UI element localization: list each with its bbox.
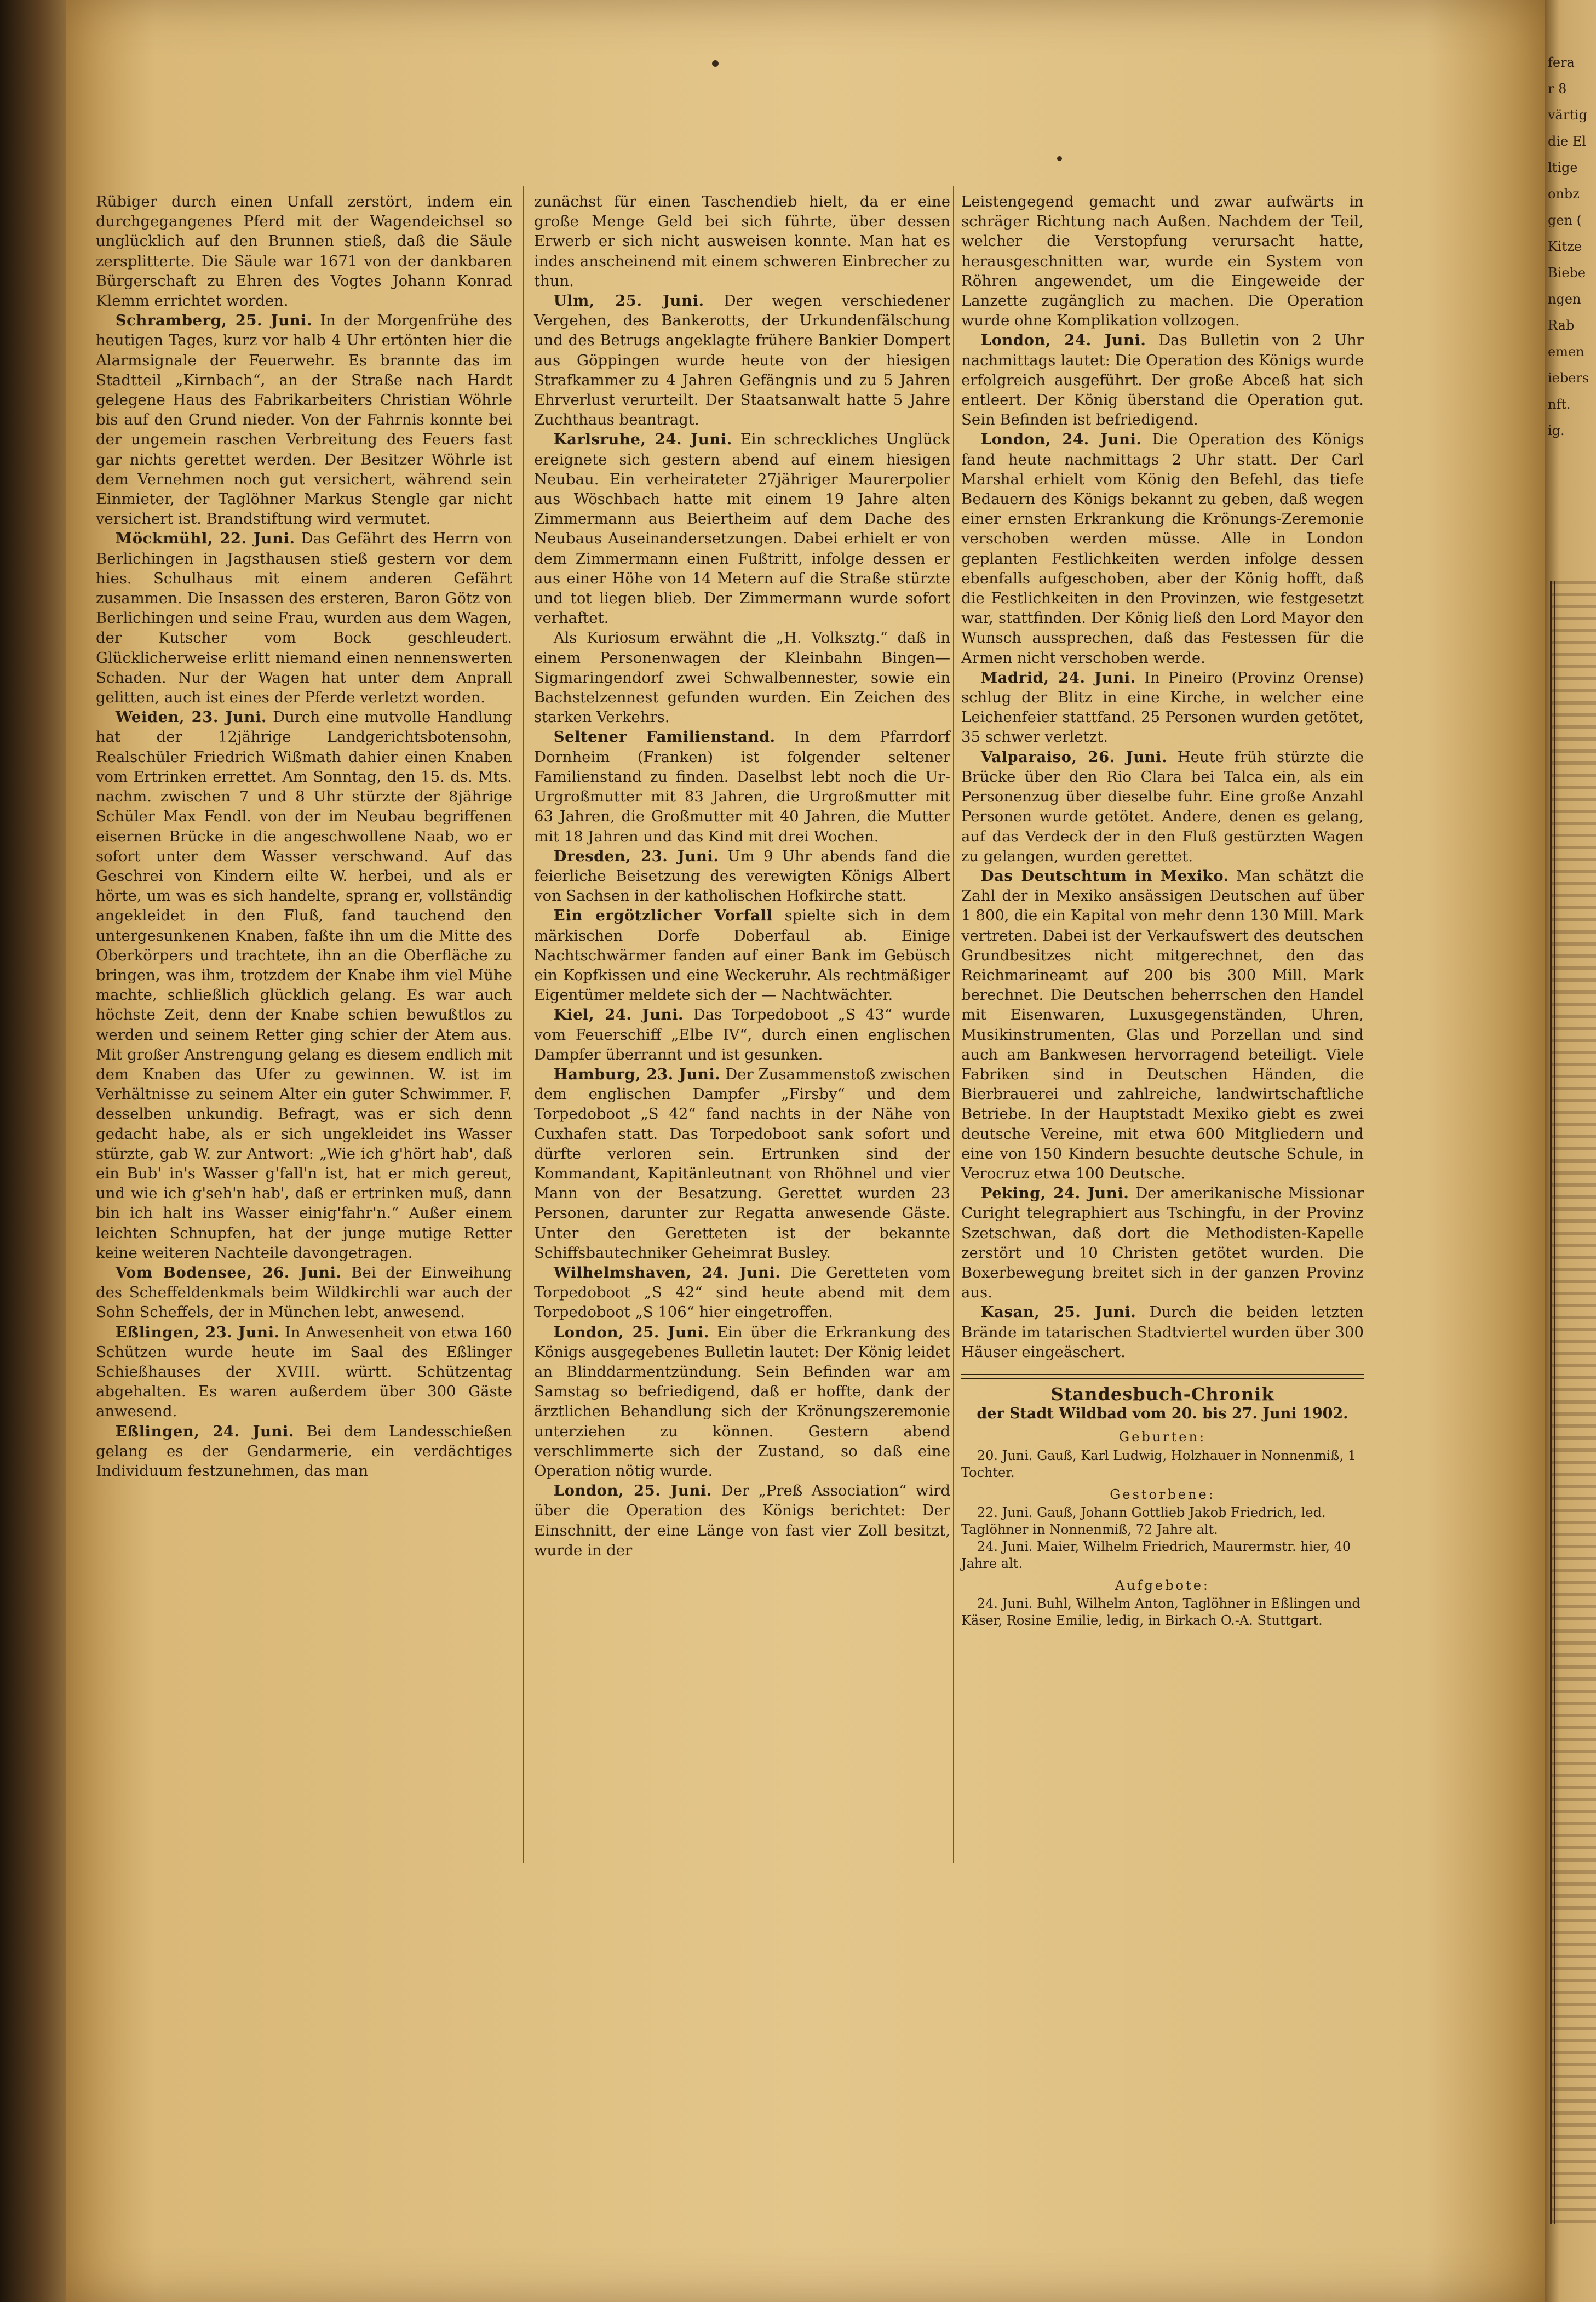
article <box>534 192 950 291</box>
article <box>534 628 950 727</box>
edge-fragment: Kitze <box>1548 239 1582 254</box>
article <box>961 430 1364 667</box>
article-text: spielte sich in dem märkischen Dorfe Doberfaul ab. Einige Nachtschwärmer fanden auf einer Bank im Gebüsch ein Kopfkissen und eine Weckeruhr. Als rechtmäßiger Eigentümer meldete sich der — Nachtwächter. <box>534 907 950 1004</box>
deaths-label: Gestorbene: <box>1110 1486 1215 1502</box>
article-text: Bei der Einweihung des Scheffeldenkmals beim Wildkirchli war auch der Sohn Scheffels, der in München lebt, anwesend. <box>96 1263 512 1321</box>
births-label: Geburten: <box>1118 1429 1207 1445</box>
article-dateline: London, 25. Juni. <box>553 1482 712 1500</box>
article-heading: Das Deutschtum in Mexiko. <box>980 867 1229 885</box>
article-heading: Ein ergötzlicher Vorfall <box>553 907 773 925</box>
edge-fragment: gen ( <box>1548 213 1582 228</box>
article-dateline: Schramberg, 25. Juni. <box>115 312 313 330</box>
article-dateline: Eßlingen, 23. Juni. <box>115 1323 280 1341</box>
article-text: In Anwesenheit von etwa 160 Schützen wurde heute im Saal des Eßlinger Schießhauses der XVIII. württ. Schützentag abgehalten. Es waren außerdem über 300 Gäste anwesend. <box>96 1323 513 1421</box>
article-dateline: Kiel, 24. Juni. <box>553 1006 684 1024</box>
edge-fragment: onbz <box>1548 186 1580 202</box>
article <box>96 1422 512 1481</box>
article-text: Das Bulletin von 2 Uhr nachmittags lautet: Die Operation des Königs wurde erfolgreich ausgeführt. Der große Abceß hat sich entleert. Der König überstand die Operation gut. Sein Befinden ist befriedigend. <box>961 331 1364 429</box>
article <box>534 1005 950 1064</box>
article-text: Durch eine mutvolle Handlung hat der 12jährige Landgerichtsbotensohn, Realschüler Friedrich Wißmath dahier einen Knaben vom Ertrinken errettet. Am Sonntag, den 15. ds. Mts. nachm. zwischen 7 und 8 Uhr stürzte der 8jährige Schüler Max Fendl. von der im Neubau begriffenen eisernen Brücke in die angeschwollene Naab, wo er sofort unter dem Wasser verschwand. Auf das Geschrei von Kindern eilte W. herbei, und als er hörte, um was es sich handelte, sprang er, vollständig angekleidet in den Fluß, fand tauchend den untergesunkenen Knaben, faßte ihn um die Mitte des Oberkörpers und trachtete, ihn an die Oberfläche zu bringen, was ihm, trotzdem der Knabe ihm viel Mühe machte, schließlich glücklich gelang. Es war auch höchste Zeit, denn der Knabe schien bewußtlos zu werden und seinem Retter ging schier der Atem aus. Mit großer Anstrengung gelang es diesem endlich mit dem Knaben das Ufer zu gewinnen. W. ist im Verhältnisse zu seinem Alter ein guter Schwimmer. F. desselben unkundig. Befragt, was er sich denn gedacht habe, als er sich ungekleidet ins Wasser stürzte, gab W. zur Antwort: „Wie ich g'hört hab', daß ein Bub' in's Wasser g'fall'n ist, hat er mich gereut, und wie ich g'seh'n hab', daß er ertrinken muß, dann bin ich halt ins Wasser einig'fahr'n.“ Außer einem leichten Schnupfen, hat der junge mutige Retter keine weiteren Nachteile davongetragen. <box>96 708 513 1262</box>
article <box>534 727 950 846</box>
article-text: zunächst für einen Taschendieb hielt, da er eine große Menge Geld bei sich führte, über dessen Erwerb er sich nicht ausweisen konnte. Man hat es indes anscheinend mit einem schweren Einbrecher zu thun. <box>534 193 950 290</box>
article <box>961 1302 1364 1362</box>
article <box>96 311 512 529</box>
article-text: Als Kuriosum erwähnt die „H. Volksztg.“ daß in einem Personenwagen der Kleinbahn Bingen—Sigmaringendorf zwei Schwalbennester, sowie ein Bachstelzennest gefunden wurden. Ein Zeichen des starken Verkehrs. <box>534 629 950 726</box>
edge-fragment: Rab <box>1548 318 1575 333</box>
article-dateline: Peking, 24. Juni. <box>980 1184 1129 1202</box>
column-divider <box>523 186 524 1863</box>
article <box>534 1064 950 1263</box>
article-dateline: Karlsruhe, 24. Juni. <box>553 431 732 449</box>
chronik-subtitle: der Stadt Wildbad vom 20. bis 27. Juni 1902. <box>977 1405 1348 1423</box>
article-heading: Seltener Familienstand. <box>553 728 776 746</box>
article-dateline: Weiden, 23. Juni. <box>115 708 267 726</box>
article <box>961 1183 1364 1302</box>
edge-fragment: iebers <box>1548 370 1589 386</box>
ink-speck <box>1057 156 1062 161</box>
death-entry: 22. Juni. Gauß, Johann Gottlieb Jakob Friedrich, led. Taglöhner in Nonnenmiß, 72 Jahre alt. <box>961 1504 1326 1537</box>
article <box>96 707 512 1263</box>
article-dateline: Eßlingen, 24. Juni. <box>115 1422 294 1440</box>
article <box>534 906 950 1005</box>
article <box>534 1263 950 1322</box>
article <box>96 529 512 707</box>
article-text: Leistengegend gemacht und zwar aufwärts in schräger Richtung nach Außen. Nachdem der Teil, welcher die Verstopfung verursacht hatte, herausgeschnitten war, wurde ein System von Röhren angewendet, um die Eingeweide der Lanzette zugänglich zu machen. Die Operation wurde ohne Komplikation vollzogen. <box>961 193 1364 330</box>
article-text: Durch die beiden letzten Brände im tatarischen Stadtviertel wurden über 300 Häuser eingeäschert. <box>961 1303 1364 1361</box>
article-dateline: Hamburg, 23. Juni. <box>553 1065 721 1083</box>
article-text: Der amerikanische Missionar Curight telegraphiert aus Tschingfu, in der Provinz Szetschwan, daß dort die Methodisten-Kapelle zerstört und 10 Christen getötet wurden. Die Boxerbewegung breitet sich in der ganzen Provinz aus. <box>961 1184 1364 1302</box>
adjacent-page-edge <box>1545 0 1596 2302</box>
article-text: In Pineiro (Provinz Orense) schlug der Blitz in eine Kirche, in welcher eine Leichenfeier stattfand. 25 Personen wurden getötet, 35 schwer verletzt. <box>961 668 1364 746</box>
article-dateline: Valparaiso, 26. Juni. <box>980 748 1168 766</box>
edge-fragment: ltige <box>1548 160 1578 175</box>
article <box>961 668 1364 747</box>
decorative-border <box>1550 581 1596 2224</box>
banns-label: Aufgebote: <box>1115 1577 1210 1593</box>
article <box>961 866 1364 1183</box>
article <box>534 846 950 906</box>
article <box>534 1481 950 1560</box>
article <box>96 192 512 311</box>
article-dateline: Vom Bodensee, 26. Juni. <box>115 1263 342 1281</box>
article <box>534 430 950 628</box>
article-dateline: London, 24. Juni. <box>980 331 1146 350</box>
chronik-title: Standesbuch-Chronik <box>1050 1383 1274 1405</box>
edge-fragment: die El <box>1548 134 1587 149</box>
birth-entry: 20. Juni. Gauß, Karl Ludwig, Holzhauer in Nonnenmiß, 1 Tochter. <box>961 1447 1356 1480</box>
book-spine <box>0 0 66 2302</box>
article-dateline: Wilhelmshaven, 24. Juni. <box>553 1263 781 1281</box>
column-3 <box>961 192 1364 1629</box>
article-text: Die Operation des Königs fand heute nachmittags 2 Uhr statt. Der Carl Marshal erhielt vom König den Befehl, das tiefe Bedauern des Königs bekannt zu geben, daß wegen einer ernsten Erkrankung die Krönungs-Zeremonie verschoben werden müsse. Alle in London geplanten Festlichkeiten werden infolge dessen ebenfalls aufgeschoben, aber der König hofft, daß die Festlichkeiten in den Provinzen, wie festgesetzt war, stattfinden. Der König ließ den Lord Mayor den Wunsch aussprechen, daß das Festessen für die Armen nicht verschoben werde. <box>961 431 1364 667</box>
column-1 <box>96 192 512 1481</box>
column-2 <box>534 192 950 1560</box>
edge-fragment: r 8 <box>1548 81 1567 96</box>
section-divider <box>961 1374 1364 1379</box>
article <box>961 747 1364 866</box>
adjacent-page-text <box>1545 0 1596 444</box>
article <box>96 1263 512 1322</box>
edge-fragment: nft. <box>1548 397 1571 412</box>
article-dateline: London, 25. Juni. <box>553 1323 710 1341</box>
article-text: Der wegen verschiedener Vergehen, des Bankerotts, der Urkundenfälschung und des Betrugs angeklagte frühere Bankier Dompert aus Göppingen wurde heute von der hiesigen Strafkammer zu 4 Jahren Gefängnis und zu 5 Jahren Ehrverlust verurteilt. Der Staatsanwalt hatte 5 Jahre Zuchthaus beantragt. <box>534 292 950 429</box>
article-text: Der Zusammenstoß zwischen dem englischen Dampfer „Firsby“ und dem Torpedoboot „S 42“ fand nachts in der Nähe von Cuxhafen statt. Das Torpedoboot sank sofort und dürfte verloren sein. Ertrunken sind der Kommandant, Kapitänleutnant von Rhöhnel und vier Mann von der Besatzung. Gerettet wurden 23 Personen, darunter zur Regatta anwesende Gäste. Unter den Geretteten ist der bekannte Schiffsbautechniker Geheimrat Busley. <box>534 1065 950 1262</box>
article-text: Rübiger durch einen Unfall zerstört, indem ein durchgegangenes Pferd mit der Wagendeichsel so unglücklich auf den Brunnen stieß, daß die Säule zersplitterte. Die Säule war 1671 von der dankbaren Bürgerschaft zu Ehren des Vogtes Johann Konrad Klemm errichtet worden. <box>96 193 512 310</box>
article-dateline: London, 24. Juni. <box>980 431 1142 449</box>
edge-fragment: fera <box>1548 55 1575 70</box>
edge-fragment: emen <box>1548 344 1584 359</box>
article <box>961 192 1364 330</box>
article <box>96 1322 512 1422</box>
article-text: Ein über die Erkrankung des Königs ausgegebenes Bulletin lautet: Der König leidet an Blinddarmentzündung. Sein Befinden war am Samstag so befriedigend, daß er hoffte, dank der ärztlichen Behandlung sich der Krönungszeremonie unterziehen zu können. Gestern abend verschlimmerte sich der Zustand, so daß eine Operation nötig wurde. <box>534 1323 950 1480</box>
article <box>534 291 950 430</box>
article-dateline: Kasan, 25. Juni. <box>980 1303 1136 1321</box>
article-dateline: Möckmühl, 22. Juni. <box>115 530 295 548</box>
article-text: Der „Preß Association“ wird über die Operation des Königs berichtet: Der Einschnitt, der eine Länge von fast vier Zoll besitzt, wurde in der <box>534 1482 950 1559</box>
article-text: Heute früh stürzte die Brücke über den Rio Clara bei Talca ein, als ein Personenzug über dieselbe fuhr. Eine große Anzahl Personen wurde getötet. Andere, denen es gelang, auf das Verdeck der in den Fluß gestürzten Wagen zu gelangen, wurden gerettet. <box>961 748 1364 865</box>
article-text: In dem Pfarrdorf Dornheim (Franken) ist folgender seltener Familienstand zu finden. Daselbst lebt noch die Ur-Urgroßmutter mit 83 Jahren, die Urgroßmutter mit 63 Jahren, die Großmutter mit 40 Jahren, die Mutter mit 18 Jahren und das Kind mit drei Wochen. <box>534 728 950 845</box>
article-dateline: Ulm, 25. Juni. <box>553 292 704 310</box>
article-text: Das Torpedoboot „S 43“ wurde vom Feuerschiff „Elbe IV“, durch einen englischen Dampfer überrannt und ist gesunken. <box>534 1006 950 1063</box>
article-text: Ein schreckliches Unglück ereignete sich gestern abend auf einem hiesigen Neubau. Ein verheirateter 27jähriger Maurerpolier aus Wöschbach hatte mit einem 19 Jahre alten Zimmermann aus Beiertheim auf dem Dache des Neubaus Auseinandersetzungen. Dabei erhielt er von dem Zimmermann einen Fußtritt, infolge dessen er aus einer Höhe von 14 Metern auf die Straße stürzte und tot liegen blieb. Der Zimmermann wurde sofort verhaftet. <box>534 431 950 627</box>
article <box>961 330 1364 430</box>
article-dateline: Dresden, 23. Juni. <box>553 847 719 865</box>
ink-speck <box>711 59 719 67</box>
article-text: In der Morgenfrühe des heutigen Tages, kurz vor halb 4 Uhr ertönten hier die Alarmsignale der Feuerwehr. Es brannte das im Stadtteil „Kirnbach“, an der Straße nach Hardt gelegene Haus des Fabrikarbeiters Christian Wöhrle bis auf den Grund nieder. Von der Fahrnis konnte bei der ungemein raschen Verbreitung des Feuers fast gar nichts gerettet werden. Der Besitzer Wöhrle ist dem Vernehmen noch gut versichert, während sein Einmieter, der Taglöhner Markus Stengle gar nicht versichert ist. Brandstiftung wird vermutet. <box>96 312 512 528</box>
article <box>534 1322 950 1481</box>
article-text: Die Geretteten vom Torpedoboot „S 42“ sind heute abend mit dem Torpedoboot „S 106“ hier eingetroffen. <box>534 1263 950 1321</box>
article-text: Um 9 Uhr abends fand die feierliche Beisetzung des verewigten Königs Albert von Sachsen in der katholischen Hofkirche statt. <box>534 847 950 905</box>
banns-entry: 24. Juni. Buhl, Wilhelm Anton, Taglöhner in Eßlingen und Käser, Rosine Emilie, ledig, in Birkach O.-A. Stuttgart. <box>961 1596 1360 1628</box>
edge-fragment: ig. <box>1548 423 1565 438</box>
article-text: Das Gefährt des Herrn von Berlichingen in Jagsthausen stieß gestern vor dem hies. Schulhaus mit einem anderen Gefährt zusammen. Die Insassen des ersteren, Baron Götz von Berlichingen und seine Frau, wurden aus dem Wagen, der Kutscher vom Bock geschleudert. Glücklicherweise erlitt niemand einen nennenswerten Schaden. Nur der Wagen hat unter dem Anprall gelitten, auch ist eines der Pferde verletzt worden. <box>96 530 512 707</box>
edge-fragment: ngen <box>1548 291 1581 307</box>
death-entry: 24. Juni. Maier, Wilhelm Friedrich, Maurermstr. hier, 40 Jahre alt. <box>961 1538 1351 1571</box>
column-divider <box>953 186 954 1863</box>
article-text: Man schätzt die Zahl der in Mexiko ansässigen Deutschen auf über 1 800, die ein Kapital von mehr denn 130 Mill. Mark vertreten. Dabei ist der Verkaufswert des deutschen Grundbesitzes nicht mitgerechnet, den das Reichmarineamt auf 200 bis 300 Mill. Mark berechnet. Die Deutschen beherrschen den Handel mit Eisenwaren, Luxusgegenständen, Uhren, Musikinstrumenten, Glas und Porzellan und sind auch am Bankwesen hervorragend beteiligt. Viele Fabriken sind in Deutschen Händen, die Bierbrauerei und zahlreiche, landwirtschaftliche Betriebe. In der Hauptstadt Mexiko giebt es zwei deutsche Vereine, mit etwa 600 Mitgliedern und eine von 150 Kindern besuchte deutsche Schule, in Verocruz etwa 100 Deutsche. <box>961 867 1364 1182</box>
edge-fragment: Biebe <box>1548 265 1586 280</box>
article-text: Bei dem Landesschießen gelang es der Gendarmerie, ein verdächtiges Individuum festzunehmen, das man <box>96 1422 512 1480</box>
article-dateline: Madrid, 24. Juni. <box>980 668 1136 686</box>
edge-fragment: värtig <box>1548 107 1588 123</box>
